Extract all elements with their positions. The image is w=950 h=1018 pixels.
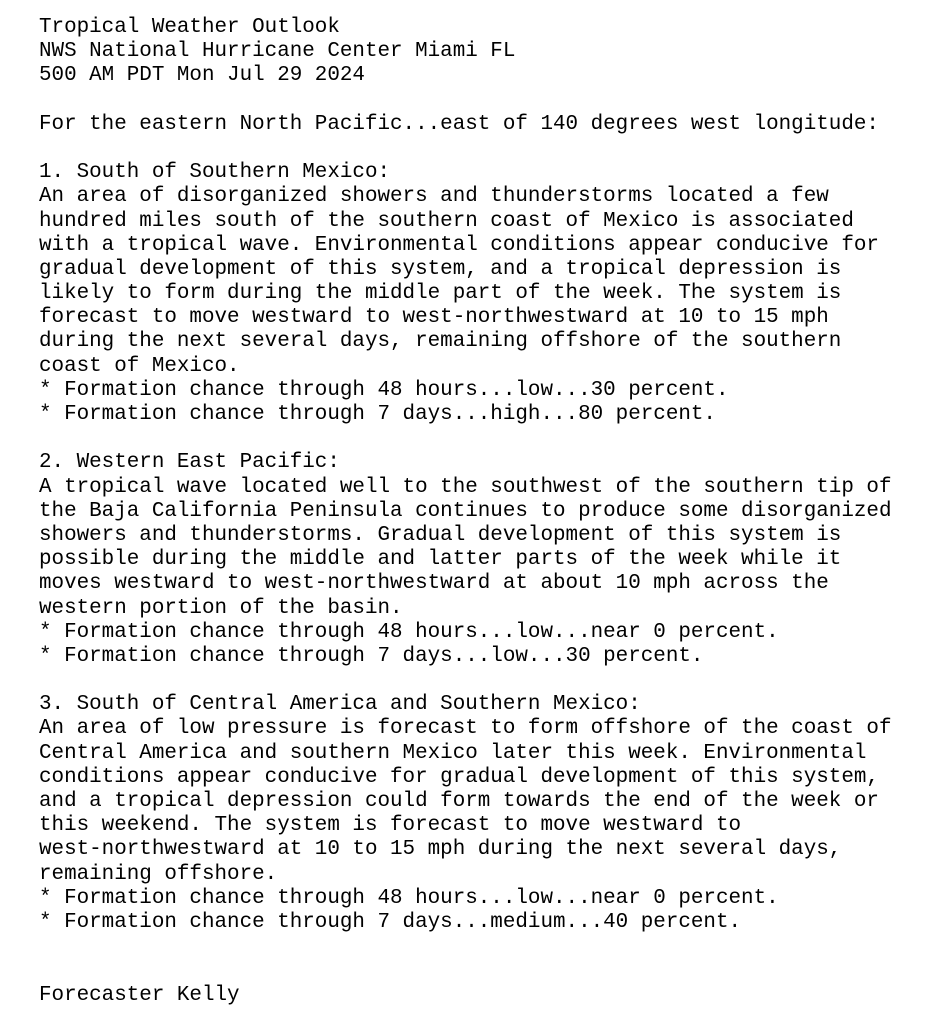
outlook-document bbox=[39, 16, 944, 1008]
system-text-line: the Baja California Peninsula continues to produce some disorganized bbox=[39, 499, 892, 523]
system-text-line: moves westward to west-northwestward at about 10 mph across the bbox=[39, 572, 829, 596]
system-text-line: during the next several days, remaining offshore of the southern bbox=[39, 330, 842, 354]
formation-chance-48h: * Formation chance through 48 hours...low...near 0 percent. bbox=[39, 620, 779, 644]
spacer bbox=[39, 89, 944, 113]
document-title: Tropical Weather Outlook bbox=[39, 16, 340, 39]
system-3 bbox=[39, 693, 944, 935]
system-1 bbox=[39, 161, 944, 427]
formation-chance-7d: * Formation chance through 7 days...medium...40 percent. bbox=[39, 910, 742, 934]
formation-chance-48h: * Formation chance through 48 hours...low...30 percent. bbox=[39, 378, 729, 402]
system-text-line: western portion of the basin. bbox=[39, 596, 403, 620]
basin-intro: For the eastern North Pacific...east of 140 degrees west longitude: bbox=[39, 112, 879, 136]
system-text-line: with a tropical wave. Environmental conditions appear conducive for bbox=[39, 233, 879, 257]
system-heading: 2. Western East Pacific: bbox=[39, 451, 340, 475]
system-text-line: and a tropical depression could form towards the end of the week or bbox=[39, 790, 879, 813]
spacer bbox=[39, 959, 944, 983]
system-heading: 3. South of Central America and Southern Mexico: bbox=[39, 693, 641, 717]
spacer bbox=[39, 935, 944, 959]
system-text-line: hundred miles south of the southern coast of Mexico is associated bbox=[39, 209, 854, 233]
system-text-line: coast of Mexico. bbox=[39, 354, 240, 378]
system-text-line: conditions appear conducive for gradual development of this system, bbox=[39, 765, 879, 789]
system-text-line: likely to form during the middle part of the week. The system is bbox=[39, 282, 842, 306]
system-text-line: showers and thunderstorms. Gradual development of this system is bbox=[39, 523, 842, 547]
system-text-line: An area of disorganized showers and thunderstorms located a few bbox=[39, 185, 829, 209]
spacer bbox=[39, 137, 944, 161]
spacer bbox=[39, 427, 944, 451]
issue-time: 500 AM PDT Mon Jul 29 2024 bbox=[39, 64, 365, 88]
system-text-line: west-northwestward at 10 to 15 mph during the next several days, bbox=[39, 838, 842, 862]
system-text-line: forecast to move westward to west-northwestward at 10 to 15 mph bbox=[39, 306, 829, 330]
system-text-line: Central America and southern Mexico later this week. Environmental bbox=[39, 741, 867, 765]
system-2 bbox=[39, 451, 944, 669]
issuing-office: NWS National Hurricane Center Miami FL bbox=[39, 40, 516, 64]
formation-chance-48h: * Formation chance through 48 hours...low...near 0 percent. bbox=[39, 886, 779, 910]
system-text-line: possible during the middle and latter parts of the week while it bbox=[39, 548, 842, 572]
system-text-line: this weekend. The system is forecast to move westward to bbox=[39, 814, 742, 838]
system-heading: 1. South of Southern Mexico: bbox=[39, 161, 391, 185]
spacer bbox=[39, 669, 944, 693]
forecaster-signature: Forecaster Kelly bbox=[39, 983, 240, 1007]
system-text-line: remaining offshore. bbox=[39, 862, 278, 886]
system-text-line: An area of low pressure is forecast to form offshore of the coast of bbox=[39, 717, 892, 741]
formation-chance-7d: * Formation chance through 7 days...low...30 percent. bbox=[39, 644, 704, 668]
formation-chance-7d: * Formation chance through 7 days...high...80 percent. bbox=[39, 403, 716, 426]
system-text-line: A tropical wave located well to the southwest of the southern tip of bbox=[39, 475, 892, 499]
system-text-line: gradual development of this system, and a tropical depression is bbox=[39, 257, 842, 281]
